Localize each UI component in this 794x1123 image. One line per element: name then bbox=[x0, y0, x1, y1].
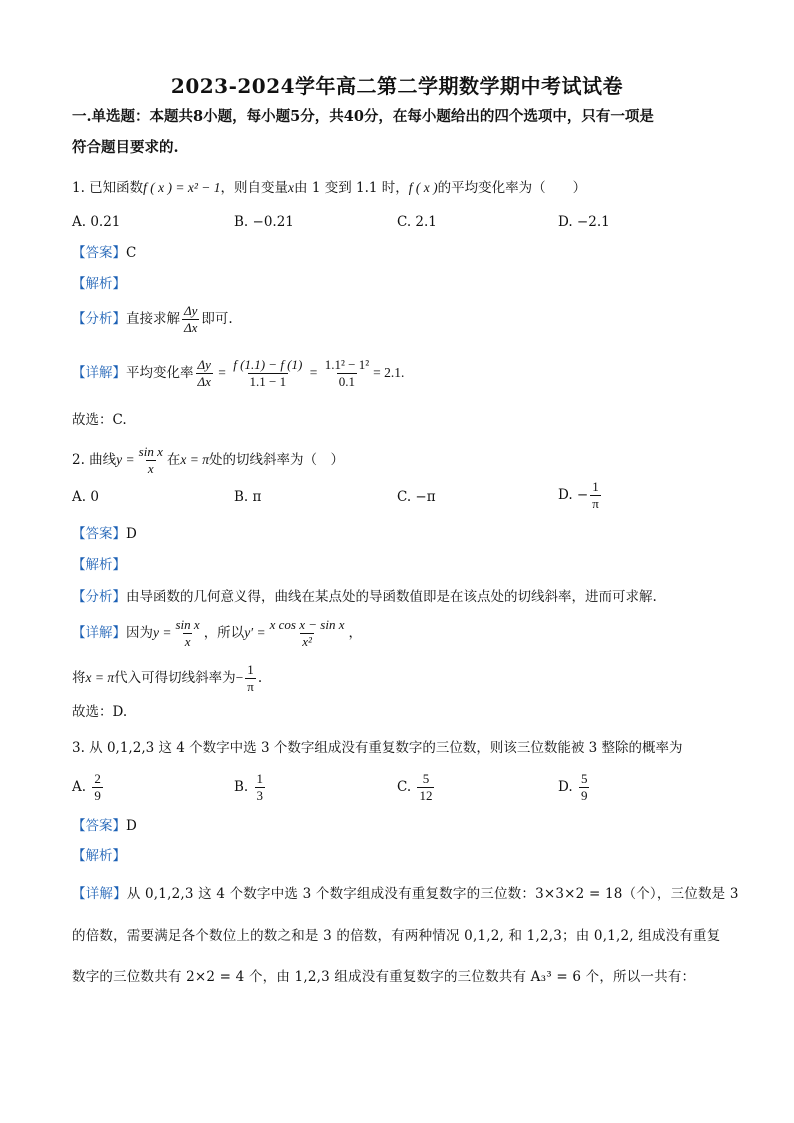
section-heading-line1: 一.单选题：本题共8小题，每小题5分，共40分，在每小题给出的四个选项中，只有一项是 bbox=[72, 108, 654, 125]
q1-option-b: B. −0.21 bbox=[234, 214, 294, 230]
q3-detail-line3: 数字的三位数共有 2×2 = 4 个，由 1,2,3 组成没有重复数字的三位数共有 A₃³ = 6 个，所以一共有： bbox=[72, 969, 696, 985]
q3-analysis-label: 【解析】 bbox=[72, 848, 126, 864]
q2-answer: 【答案】D bbox=[72, 526, 137, 542]
q2-option-d: D. − $\frac{1}{\pi}$ bbox=[558, 479, 599, 511]
q2-analysis-label: 【解析】 bbox=[72, 557, 126, 573]
q2-option-c: C. −π bbox=[397, 489, 436, 505]
q1-conclusion: 故选：C. bbox=[72, 412, 127, 428]
q3-option-b: B. $\frac{1}{3}$ bbox=[234, 771, 264, 803]
q2-stem-fraction: $\frac{\text{sin x}}{x}$ bbox=[138, 444, 163, 476]
q1-option-c: C. 2.1 bbox=[397, 214, 437, 230]
q3-option-a: A. $\frac{2}{9}$ bbox=[72, 771, 101, 803]
q3-detail-line2: 的倍数，需要满足各个数位上的数之和是 3 的倍数，有两种情况 0,1,2, 和 1,2,3；由 0,1,2, 组成没有重复 bbox=[72, 928, 721, 944]
q3-stem: 3. 从 0,1,2,3 这 4 个数字中选 3 个数字组成没有重复数字的三位数，则该三位数能被 3 整除的概率为 bbox=[72, 740, 683, 756]
q1-detail-fraction-1: $\frac{f (1.1) - f (1)}{1.1 - 1}$ bbox=[233, 357, 303, 389]
q1-analysis-label: 【解析】 bbox=[72, 276, 126, 292]
q1-stem: 1. 已知函数f ( x ) = x² − 1，则自变量x由 1 变到 1.1 时，f ( x )的平均变化率为（ ） bbox=[72, 180, 587, 196]
q3-answer: 【答案】D bbox=[72, 818, 137, 834]
q1-fenxi: 【分析】直接求解 $\frac{\Delta y}{\Delta x}$ 即可. bbox=[72, 303, 233, 335]
q2-stem: 2. 曲线y = $\frac{\text{sin x}}{x}$ 在x = π处的切线斜率为（ ） bbox=[72, 444, 344, 476]
q2-conclusion: 故选：D. bbox=[72, 704, 128, 720]
q1-detail: 【详解】平均变化率 $\frac{\Delta y}{\Delta x}$ = $\frac{f (1.1) - f (1)}{1.1 - 1}$ = $\frac{\text{1.1² − 1²}}{0.1}$ = 2.1. bbox=[72, 357, 405, 389]
q2-fenxi: 【分析】由导函数的几何意义得，曲线在某点处的导函数值即是在该点处的切线斜率，进而可求解. bbox=[72, 589, 657, 605]
q2-option-a: A. 0 bbox=[72, 489, 99, 505]
q2-option-b: B. π bbox=[234, 489, 262, 505]
q3-option-c: C. $\frac{5}{12}$ bbox=[397, 771, 433, 803]
q2-detail-line2: 将x = π代入可得切线斜率为− $\frac{1}{\pi}$ . bbox=[72, 662, 263, 694]
q1-function: f ( x ) = x² − 1 bbox=[143, 180, 221, 195]
q1-detail-fraction-2: $\frac{\text{1.1² − 1²}}{0.1}$ bbox=[324, 357, 370, 389]
q1-answer: 【答案】C bbox=[72, 245, 137, 261]
section-heading-line2: 符合题目要求的. bbox=[72, 139, 179, 156]
q1-option-a: A. 0.21 bbox=[72, 214, 121, 230]
q2-derivative-fraction: $\frac{\text{x cos x − sin x}}{\text{x²}}$ bbox=[269, 617, 345, 649]
q3-detail-line1: 【详解】从 0,1,2,3 这 4 个数字中选 3 个数字组成没有重复数字的三位数：3×3×2 = 18（个），三位数是 3 bbox=[72, 886, 739, 902]
q3-option-d: D. $\frac{5}{9}$ bbox=[558, 771, 588, 803]
q1-fenxi-fraction: $\frac{\Delta y}{\Delta x}$ bbox=[184, 303, 198, 335]
q1-option-d: D. −2.1 bbox=[558, 214, 610, 230]
q2-detail: 【详解】因为y = $\frac{\text{sin x}}{x}$ ，所以y′ = $\frac{\text{x cos x − sin x}}{\text{x²}}$ ， bbox=[72, 617, 362, 649]
page-title: 2023-2024学年高二第二学期数学期中考试试卷 bbox=[170, 74, 624, 98]
